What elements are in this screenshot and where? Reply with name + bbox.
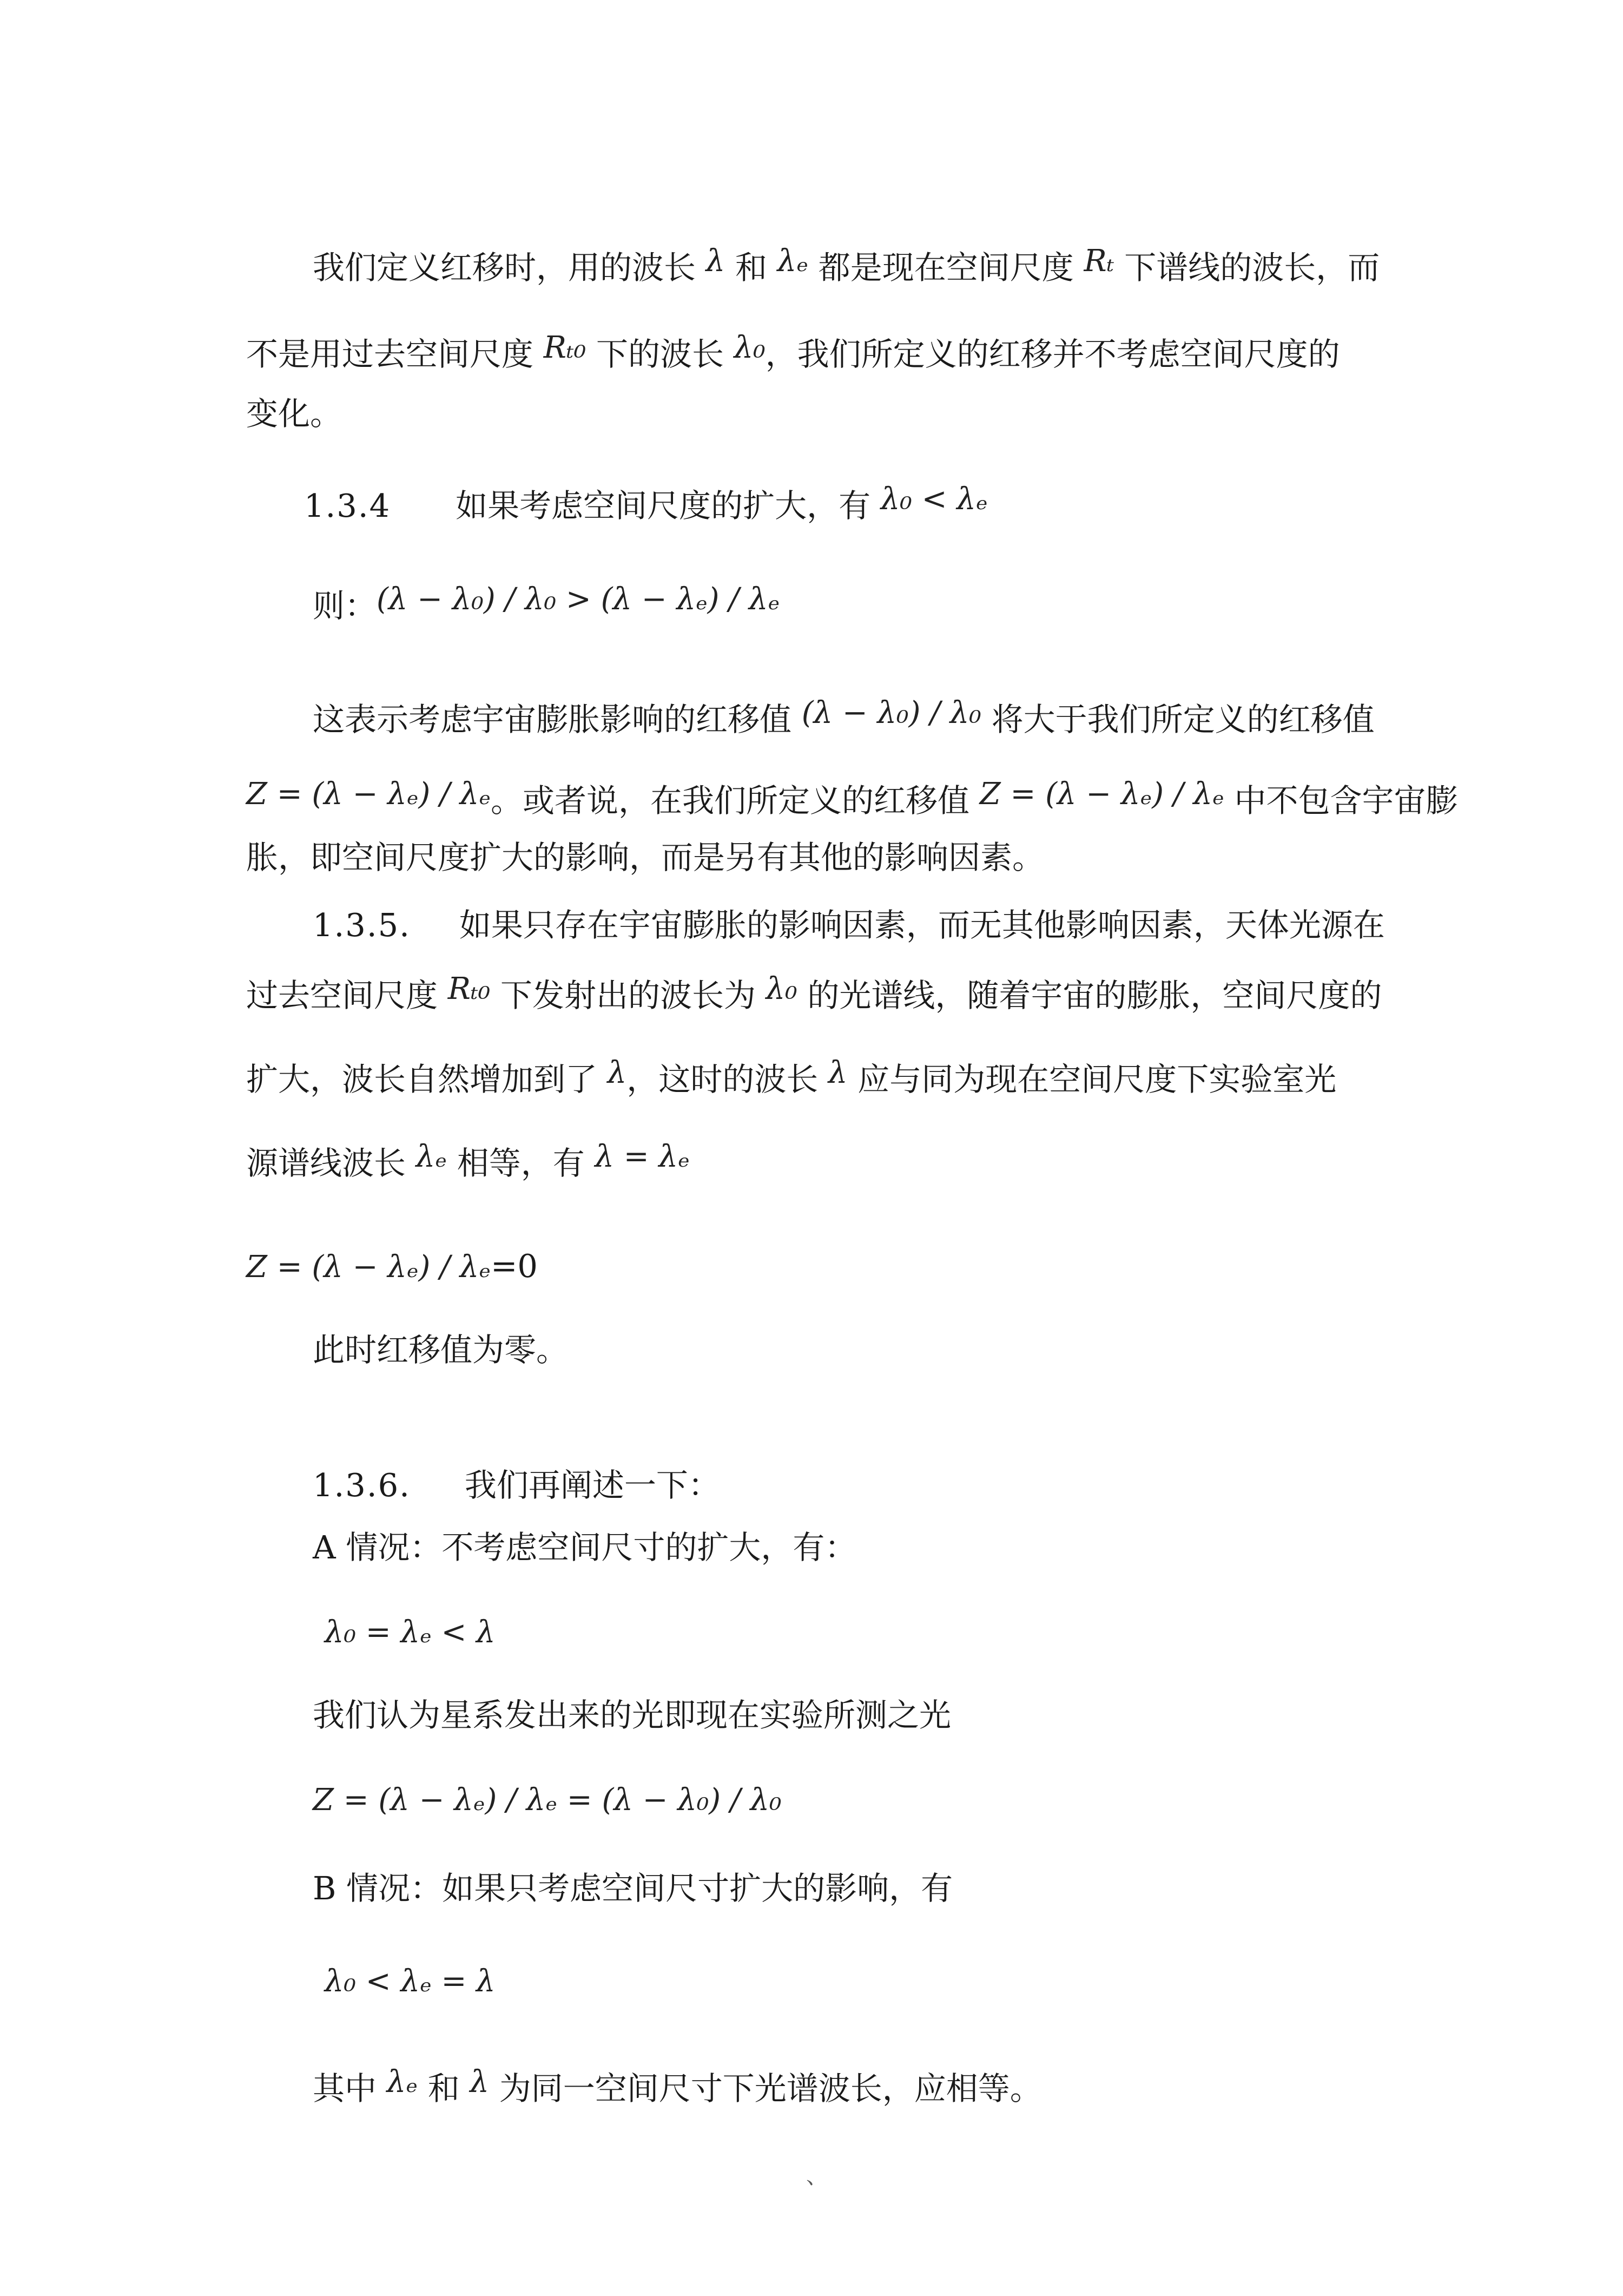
paragraph-line: 不是用过去空间尺度 Rₜ₀ 下的波长 λ₀，我们所定义的红移并不考虑空间尺度的 bbox=[246, 330, 1340, 373]
paragraph-line: 则：(λ − λ₀) / λ₀ > (λ − λₑ) / λₑ bbox=[313, 582, 780, 624]
footer-mark: 、 bbox=[806, 2164, 828, 2189]
paragraph-line: 扩大，波长自然增加到了 λ，这时的波长 λ 应与同为现在空间尺度下实验室光 bbox=[246, 1055, 1337, 1098]
formula: λ₀ bbox=[766, 971, 797, 1006]
paragraph-line: B 情况：如果只考虑空间尺寸扩大的影响，有 bbox=[313, 1870, 953, 1907]
formula: Z = (λ − λₑ) / λₑ bbox=[979, 777, 1224, 812]
paragraph-line: A 情况：不考虑空间尺寸的扩大，有： bbox=[313, 1529, 857, 1566]
formula: λ bbox=[470, 2064, 489, 2100]
formula: Rₜ₀ bbox=[447, 971, 491, 1006]
formula: Z = (λ − λₑ) / λₑ bbox=[246, 777, 491, 812]
section-number: 1.3.5. bbox=[313, 906, 411, 944]
formula: λ bbox=[705, 244, 725, 279]
formula: Rₜ₀ bbox=[543, 330, 586, 365]
paragraph-line: 源谱线波长 λₑ 相等，有 λ = λₑ bbox=[246, 1139, 690, 1182]
formula: (λ − λ₀) / λ₀ > (λ − λₑ) / λₑ bbox=[377, 582, 780, 617]
section-number: 1.3.6. bbox=[313, 1466, 411, 1504]
formula: λ₀ = λₑ < λ bbox=[325, 1615, 496, 1650]
formula: λₑ bbox=[415, 1139, 447, 1174]
equation-line bbox=[325, 1959, 496, 2003]
section-line: 1.3.4 如果考虑空间尺度的扩大，有 λ₀ < λₑ bbox=[304, 482, 988, 524]
equation-line bbox=[313, 1778, 782, 1822]
formula: λₑ bbox=[777, 244, 808, 279]
formula: λₑ bbox=[386, 2064, 418, 2100]
paragraph-line: 这表示考虑宇宙膨胀影响的红移值 (λ − λ₀) / λ₀ 将大于我们所定义的红移值 bbox=[313, 695, 1375, 738]
paragraph-line: 我们定义红移时，用的波长 λ 和 λₑ 都是现在空间尺度 Rₜ 下谱线的波长，而 bbox=[313, 244, 1380, 286]
paragraph-line: 此时红移值为零。 bbox=[313, 1331, 569, 1369]
formula: λ bbox=[828, 1055, 848, 1090]
paragraph-line: 变化。 bbox=[246, 395, 342, 432]
paragraph-line: Z = (λ − λₑ) / λₑ。或者说，在我们所定义的红移值 Z = (λ − λₑ) / λₑ 中不包含宇宙膨 bbox=[246, 777, 1458, 819]
formula: Rₜ bbox=[1084, 244, 1114, 279]
paragraph-line: 过去空间尺度 Rₜ₀ 下发射出的波长为 λ₀ 的光谱线，随着宇宙的膨胀，空间尺度的 bbox=[246, 971, 1382, 1014]
formula: λ₀ < λₑ = λ bbox=[325, 1964, 496, 1999]
formula: (λ − λ₀) / λ₀ bbox=[801, 695, 981, 731]
formula: λ₀ < λₑ bbox=[880, 482, 988, 517]
formula: λ bbox=[607, 1055, 627, 1090]
paragraph-line: 我们认为星系发出来的光即现在实验所测之光 bbox=[313, 1696, 952, 1734]
section-line: 1.3.5. 如果只存在宇宙膨胀的影响因素，而无其他影响因素，天体光源在 bbox=[313, 906, 1385, 944]
formula: λ₀ bbox=[734, 330, 766, 365]
section-number: 1.3.4 bbox=[304, 487, 391, 524]
formula: Z = (λ − λₑ) / λₑ = (λ − λ₀) / λ₀ bbox=[313, 1782, 782, 1818]
formula: λ = λₑ bbox=[595, 1139, 690, 1174]
paragraph-line: 其中 λₑ 和 λ 为同一空间尺寸下光谱波长，应相等。 bbox=[313, 2064, 1042, 2107]
equation-line bbox=[325, 1610, 496, 1654]
equation-line: Z = (λ − λₑ) / λₑ=0 bbox=[246, 1247, 538, 1285]
paragraph-line: 胀，即空间尺度扩大的影响，而是另有其他的影响因素。 bbox=[246, 839, 1045, 876]
formula: Z = (λ − λₑ) / λₑ bbox=[246, 1249, 491, 1285]
section-line: 1.3.6. 我们再阐述一下： bbox=[313, 1466, 720, 1504]
